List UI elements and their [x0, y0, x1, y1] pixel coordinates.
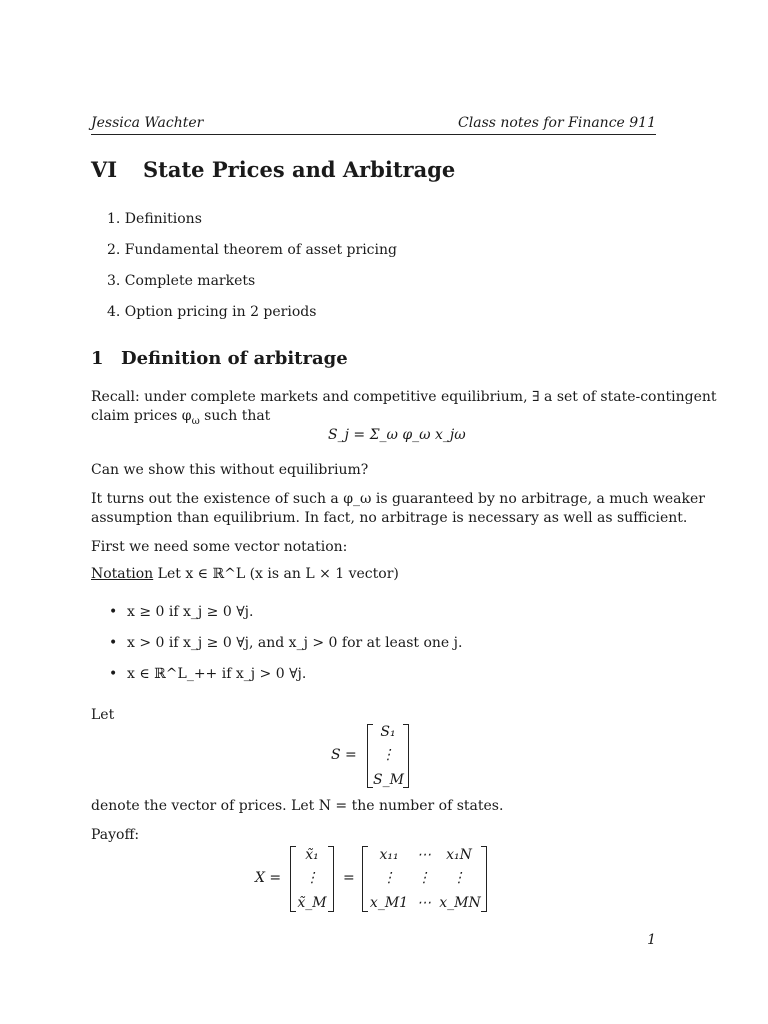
paragraph-recall-1: Recall: under complete markets and competitive equilibrium, ∃ a set of state-contingent [91, 389, 717, 405]
outline-item: 1. Definitions [107, 211, 202, 227]
recall-text: claim prices φ [91, 408, 192, 424]
right-bracket [403, 724, 409, 788]
right-bracket [481, 846, 487, 912]
paragraph-recall-2 [91, 407, 270, 431]
matrix-entry: x₁N [446, 847, 472, 863]
notation-label: Notation [91, 566, 154, 582]
equals-sign: = [343, 870, 355, 886]
matrix-entry: x₁₁ [379, 847, 399, 863]
vector-entry: x̃₁ [305, 847, 319, 863]
running-header [91, 114, 656, 135]
chapter-number: VI [91, 157, 118, 182]
paragraph-vector-notation: First we need some vector notation: [91, 539, 348, 555]
chapter-title [91, 157, 455, 182]
paragraph-question: Can we show this without equilibrium? [91, 462, 369, 478]
bullet-text: x ∈ ℝ^L_++ if x_j > 0 ∀j. [127, 666, 307, 682]
paragraph-prices: denote the vector of prices. Let N = the number of states. [91, 798, 504, 814]
outline-item: 3. Complete markets [107, 273, 256, 289]
left-bracket [362, 846, 368, 912]
notation-text: Let x ∈ ℝ^L (x is an L × 1 vector) [157, 566, 399, 582]
bullet-item: • x ∈ ℝ^L_++ if x_j > 0 ∀j. [109, 666, 307, 682]
payoff-label: Payoff: [91, 827, 140, 843]
header-author: Jessica Wachter [91, 115, 204, 131]
matrix-entry: ⋯ [417, 895, 431, 911]
matrix-entry: ⋮ [417, 870, 431, 886]
vector-entry: S₁ [380, 724, 396, 740]
recall-subscript: ω [191, 415, 200, 427]
notation-line [91, 565, 399, 584]
section-title: Definition of arbitrage [121, 348, 348, 369]
page-number: 1 [647, 932, 656, 948]
bullet-item: • x > 0 if x_j ≥ 0 ∀j, and x_j > 0 for at least one j. [109, 635, 463, 651]
bullet-text: x ≥ 0 if x_j ≥ 0 ∀j. [127, 604, 254, 620]
payoff-lhs: X = [255, 870, 282, 886]
right-bracket [328, 846, 334, 912]
section-heading [91, 348, 348, 369]
outline-item: 2. Fundamental theorem of asset pricing [107, 242, 397, 258]
header-course: Class notes for Finance 911 [458, 115, 656, 131]
equation-state-prices: S_j = Σ_ω φ_ω x_jω [328, 427, 466, 443]
matrix-entry: x_MN [439, 895, 481, 911]
let-label: Let [91, 707, 115, 723]
vector-entry: S_M [373, 772, 404, 788]
bullet-text: x > 0 if x_j ≥ 0 ∀j, and x_j > 0 for at least one j. [127, 635, 463, 651]
paragraph-arbitrage-1: It turns out the existence of such a φ_ω is guaranteed by no arbitrage, a much weaker [91, 491, 705, 507]
matrix-entry: ⋯ [417, 847, 431, 863]
chapter-title-text: State Prices and Arbitrage [143, 157, 456, 182]
matrix-entry: ⋮ [382, 870, 396, 886]
matrix-entry: x_M1 [369, 895, 409, 911]
vector-entry: ⋮ [305, 870, 319, 886]
recall-text-end: such that [199, 408, 271, 424]
outline-item: 4. Option pricing in 2 periods [107, 304, 317, 320]
bullet-item: • x ≥ 0 if x_j ≥ 0 ∀j. [109, 604, 254, 620]
outline-list [107, 204, 397, 328]
section-number: 1 [91, 348, 104, 369]
vector-entry: x̃_M [297, 895, 327, 911]
paragraph-arbitrage-2: assumption than equilibrium. In fact, no arbitrage is necessary as well as sufficient. [91, 510, 688, 526]
vector-entry: ⋮ [381, 747, 395, 763]
price-vector-lhs: S = [331, 747, 357, 763]
matrix-entry: ⋮ [452, 870, 466, 886]
